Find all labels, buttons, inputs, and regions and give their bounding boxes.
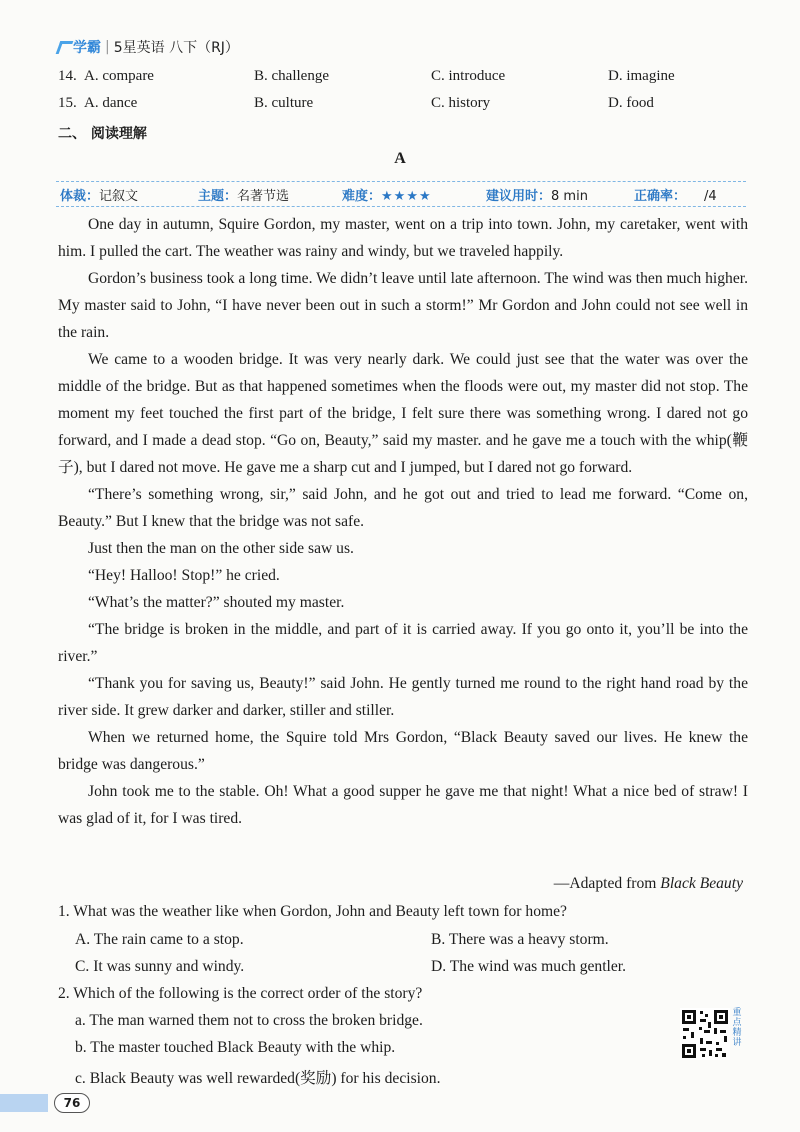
passage-paragraph: “Hey! Halloo! Stop!” he cried. xyxy=(88,567,280,584)
passage-paragraph: John took me to the stable. Oh! What a good supper he gave me that night! What a nice bed of straw! I was glad of it, for I was tired. xyxy=(58,783,748,827)
theme-info xyxy=(198,185,289,204)
time-value: 8 min xyxy=(551,189,588,204)
passage-paragraph: Gordon’s business took a long time. We didn’t leave until late afternoon. The wind was then much higher. My master said to John, “I have never been out in such a storm!” Mr Gordon and John could not see well in the rain. xyxy=(58,270,748,341)
time-info xyxy=(486,185,588,204)
passage-paragraph: When we returned home, the Squire told Mrs Gordon, “Black Beauty saved our lives. He knew the bridge was dangerous.” xyxy=(58,729,748,773)
genre-value: 记叙文 xyxy=(99,189,139,204)
source-title: Black Beauty xyxy=(660,875,743,892)
book-series: 5星英语 八下（RJ） xyxy=(113,40,239,56)
question-1: 1. What was the weather like when Gordon, John and Beauty left town for home? xyxy=(58,903,567,920)
q1-option-d: D. The wind was much gentler. xyxy=(431,958,627,975)
difficulty-label: 难度： xyxy=(342,189,382,204)
question-2: 2. Which of the following is the correct order of the story? xyxy=(58,985,423,1002)
q1-option-b: B. There was a heavy storm. xyxy=(431,931,609,948)
qr-caption: 重点精讲 xyxy=(732,1008,742,1048)
option-a: A. dance xyxy=(84,95,138,111)
qr-code[interactable] xyxy=(680,1008,742,1060)
footer-color-bar xyxy=(0,1094,48,1112)
header-separator: | xyxy=(105,39,110,55)
passage-paragraph: “What’s the matter?” shouted my master. xyxy=(88,594,345,611)
passage-paragraph: We came to a wooden bridge. It was very nearly dark. We could just see that the water was over the middle of the bridge. But as that happened sometimes when the floods were out, my master did not stop. The moment my feet touched the first part of the bridge, I felt sure there was something wrong. I dared not go forward, and I made a dead stop. “Go on, Beauty,” said my master. and he gave me a touch with the whip(鞭子), but I dared not move. He gave me a sharp cut and I jumped, but I dared not go forward. xyxy=(58,351,748,476)
q2-item-b: b. The master touched Black Beauty with the whip. xyxy=(75,1039,396,1056)
passage-paragraph: Just then the man on the other side saw us. xyxy=(88,540,354,557)
passage-paragraph: “The bridge is broken in the middle, and part of it is carried away. If you go onto it, you’ll be into the river.” xyxy=(58,621,748,665)
passage-body xyxy=(58,211,748,832)
q1-option-c: C. It was sunny and windy. xyxy=(75,958,245,975)
q2-item-c: c. Black Beauty was well rewarded(奖励) for his decision. xyxy=(75,1070,441,1087)
option-c: C. history xyxy=(431,95,491,111)
genre-label: 体裁： xyxy=(60,189,100,204)
passage-source xyxy=(554,875,743,893)
brand-name: 学霸 xyxy=(73,40,101,56)
accuracy-value: /4 xyxy=(704,189,717,204)
accuracy-info xyxy=(634,185,717,204)
brand-logo xyxy=(58,37,101,57)
passage-paragraph: “Thank you for saving us, Beauty!” said John. He gently turned me round to the right hand road by the river side. It grew darker and darker, stiller and stiller. xyxy=(58,675,748,719)
time-label: 建议用时： xyxy=(486,189,552,204)
option-a: A. compare xyxy=(84,68,154,84)
passage-paragraph: One day in autumn, Squire Gordon, my master, went on a trip into town. John, my caretaker, went with him. I pulled the cart. The weather was rainy and windy, but we traveled happily. xyxy=(58,216,748,260)
page-header xyxy=(58,36,239,58)
genre-info xyxy=(60,185,138,204)
option-num: 15. xyxy=(58,95,77,111)
page-number: 76 xyxy=(54,1093,90,1113)
option-b: B. culture xyxy=(254,95,314,111)
option-d: D. food xyxy=(608,95,654,111)
passage-info-bar xyxy=(56,181,746,207)
passage-letter: A xyxy=(394,150,406,167)
source-prefix: —Adapted from xyxy=(553,875,661,892)
q1-option-a: A. The rain came to a stop. xyxy=(75,931,244,948)
option-d: D. imagine xyxy=(608,68,675,84)
qr-code-icon xyxy=(680,1008,730,1060)
brand-logo-icon xyxy=(56,41,74,54)
option-c: C. introduce xyxy=(431,68,506,84)
theme-label: 主题： xyxy=(198,189,238,204)
difficulty-stars-icon: ★★★★ xyxy=(381,189,432,204)
theme-value: 名著节选 xyxy=(237,189,290,204)
option-b: B. challenge xyxy=(254,68,329,84)
option-num: 14. xyxy=(58,68,77,84)
difficulty-info xyxy=(342,185,432,204)
passage-paragraph: “There’s something wrong, sir,” said John, and he got out and tried to lead me forward. “Come on, Beauty.” But I knew that the bridge was not safe. xyxy=(58,486,748,530)
section-title: 二、 阅读理解 xyxy=(58,126,147,142)
accuracy-label: 正确率： xyxy=(634,189,687,204)
q2-item-a: a. The man warned them not to cross the broken bridge. xyxy=(75,1012,423,1029)
